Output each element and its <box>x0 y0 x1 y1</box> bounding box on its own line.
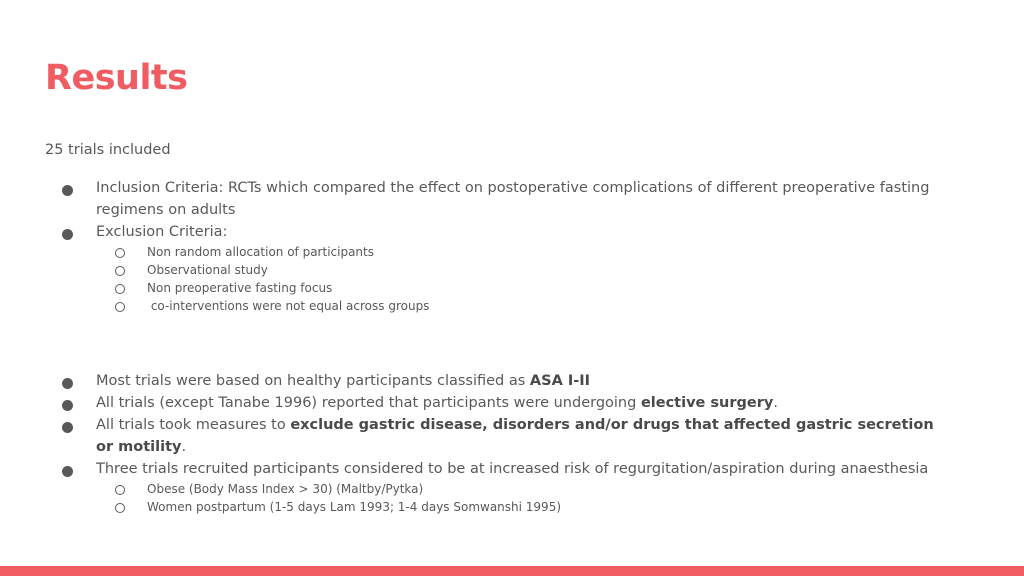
finding-bold: elective surgery <box>640 395 774 411</box>
sub-item-postpartum <box>0 498 1024 516</box>
list-item-exclusion <box>0 221 1024 243</box>
sub-item-text: co-interventions were not equal across groups <box>147 299 430 313</box>
sub-item-text: Non random allocation of participants <box>147 245 374 259</box>
sub-item-exclusion-4 <box>0 297 1024 315</box>
list-item-elective-surgery <box>0 392 1024 414</box>
inclusion-text: Inclusion Criteria: RCTs which compared the effect on postoperative complications of different preoperative fasting regimens on adults <box>96 180 930 218</box>
sub-item-exclusion-1 <box>0 243 1024 261</box>
slide-title: Results <box>45 58 188 98</box>
list-item-gastric <box>0 414 1024 458</box>
sub-item-text: Women postpartum (1-5 days Lam 1993; 1-4 days Somwanshi 1995) <box>147 500 562 514</box>
sub-item-text: Non preoperative fasting focus <box>147 281 333 295</box>
sub-item-obese <box>0 480 1024 498</box>
bullet-icon <box>62 422 73 433</box>
hollow-bullet-icon <box>115 266 125 276</box>
bullet-icon <box>62 466 73 477</box>
sub-item-text: Obese (Body Mass Index > 30) (Maltby/Pytka) <box>147 482 424 496</box>
finding-text: Three trials recruited participants considered to be at increased risk of regurgitation/aspiration during anaesthesia <box>96 461 929 477</box>
findings-list <box>0 370 1024 516</box>
finding-text: All trials took measures to <box>96 417 291 433</box>
criteria-list <box>0 177 1024 315</box>
bullet-icon <box>62 185 73 196</box>
hollow-bullet-icon <box>115 248 125 258</box>
bullet-icon <box>62 400 73 411</box>
finding-text-end: . <box>181 439 187 455</box>
finding-text: Most trials were based on healthy participants classified as <box>96 373 530 389</box>
list-item-risk <box>0 458 1024 480</box>
finding-bold: ASA I-II <box>529 373 591 389</box>
hollow-bullet-icon <box>115 302 125 312</box>
bullet-icon <box>62 378 73 389</box>
finding-text-end: . <box>773 395 778 411</box>
slide-subtitle: 25 trials included <box>45 142 171 158</box>
sub-item-text: Observational study <box>147 263 268 277</box>
footer-accent-bar <box>0 566 1024 576</box>
hollow-bullet-icon <box>115 503 125 513</box>
list-item-inclusion <box>0 177 1024 221</box>
finding-bold: exclude gastric disease, disorders and/or drugs that affected gastric secretion or motility <box>96 417 934 455</box>
exclusion-text: Exclusion Criteria: <box>96 224 228 240</box>
hollow-bullet-icon <box>115 284 125 294</box>
bullet-icon <box>62 229 73 240</box>
finding-text: All trials (except Tanabe 1996) reported that participants were undergoing <box>96 395 641 411</box>
list-item-asa <box>0 370 1024 392</box>
sub-item-exclusion-2 <box>0 261 1024 279</box>
sub-item-exclusion-3 <box>0 279 1024 297</box>
hollow-bullet-icon <box>115 485 125 495</box>
